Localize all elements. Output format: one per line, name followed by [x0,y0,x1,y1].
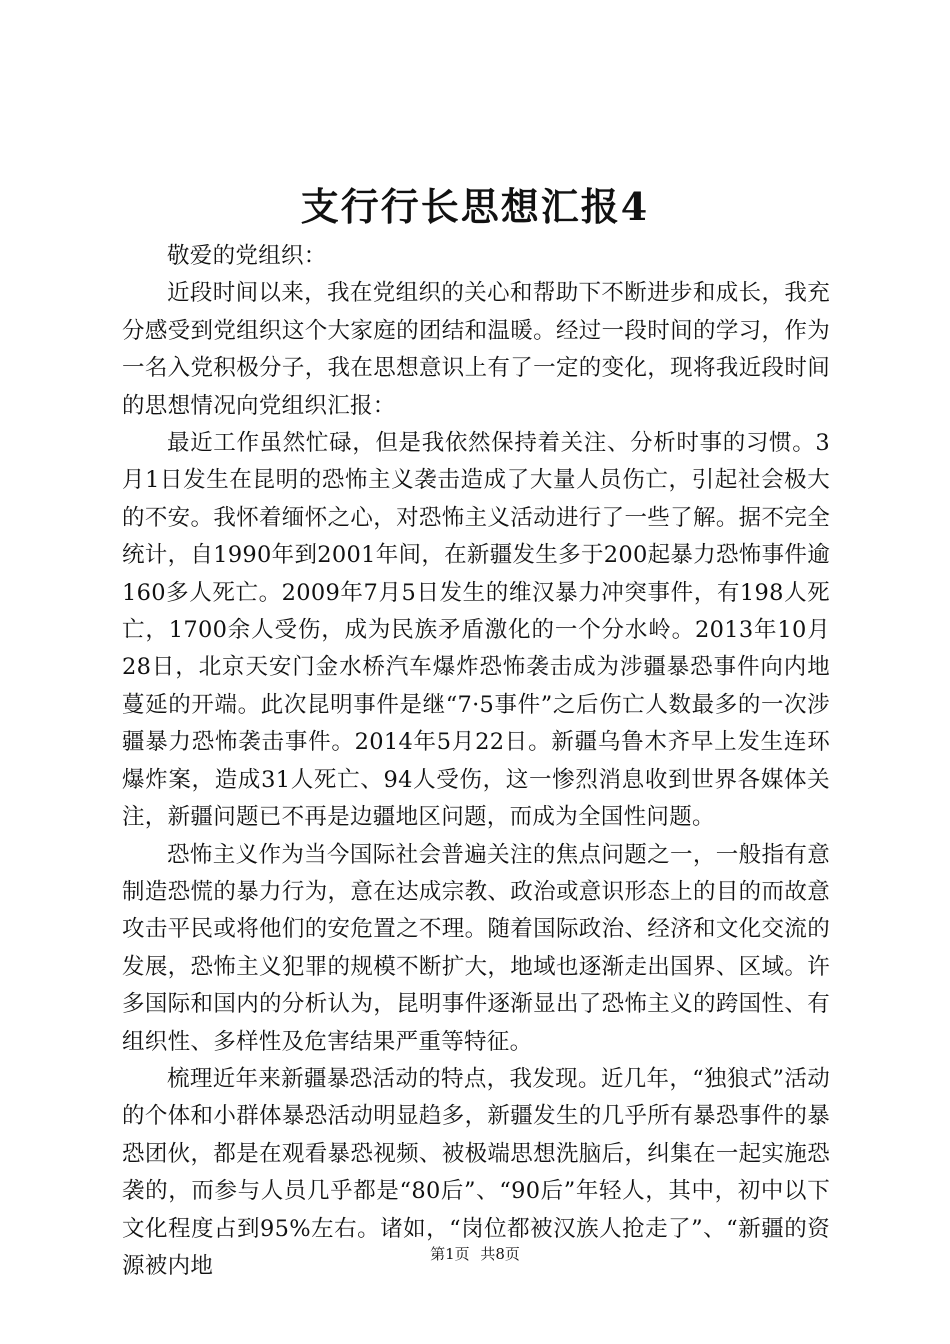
salutation: 敬爱的党组织： [167,243,327,269]
paragraph-intro: 近段时间以来，我在党组织的关心和帮助下不断进步和成长，我充分感受到党组织这个大家庭的团结和温暖。经过一段时间的学习，作为一名入党积极分子，我在思想意识上有了一定的变化，现将我近段时间的思想情况向党组织汇报： [122,280,830,419]
paragraph-events: 最近工作虽然忙碌，但是我依然保持着关注、分析时事的习惯。3月1日发生在昆明的恐怖主义袭击造成了大量人员伤亡，引起社会极大的不安。我怀着缅怀之心，对恐怖主义活动进行了一些了解。据不完全统计，自1990年到2001年间，在新疆发生多于200起暴力恐怖事件逾160多人死亡。2009年7月5日发生的维汉暴力冲突事件，有198人死亡，1700余人受伤，成为民族矛盾激化的一个分水岭。2013年10月28日，北京天安门金水桥汽车爆炸恐怖袭击成为涉疆暴恐事件向内地蔓延的开端。此次昆明事件是继“7·5事件”之后伤亡人数最多的一次涉疆暴力恐怖袭击事件。2014年5月22日。新疆乌鲁木齐早上发生连环爆炸案，造成31人死亡、94人受伤，这一惨烈消息收到世界各媒体关注，新疆问题已不再是边疆地区问题，而成为全国性问题。 [122,430,830,831]
paragraph-terrorism-definition: 恐怖主义作为当今国际社会普遍关注的焦点问题之一，一般指有意制造恐慌的暴力行为，意在达成宗教、政治或意识形态上的目的而故意攻击平民或将他们的安危置之不理。随着国际政治、经济和文化交流的发展，恐怖主义犯罪的规模不断扩大，地域也逐渐走出国界、区域。许多国际和国内的分析认为，昆明事件逐渐显出了恐怖主义的跨国性、有组织性、多样性及危害结果严重等特征。 [122,841,830,1055]
document-title: 支行行长思想汇报4 [300,184,650,229]
paragraph-characteristics: 梳理近年来新疆暴恐活动的特点，我发现。近几年，“独狼式”活动的个体和小群体暴恐活动明显趋多，新疆发生的几乎所有暴恐事件的暴恐团伙，都是在观看暴恐视频、被极端思想洗脑后，纠集在一起实施恐袭的，而参与人员几乎都是“80后”、“90后”年轻人，其中，初中以下文化程度占到95%左右。诸如，“岗位都被汉族人抢走了”、“新疆的资源被内地 [122,1065,830,1279]
document-body [122,238,830,1285]
page-number: 第1页 [430,1245,470,1263]
page-footer [0,1244,950,1264]
page-total: 共8页 [480,1245,520,1263]
